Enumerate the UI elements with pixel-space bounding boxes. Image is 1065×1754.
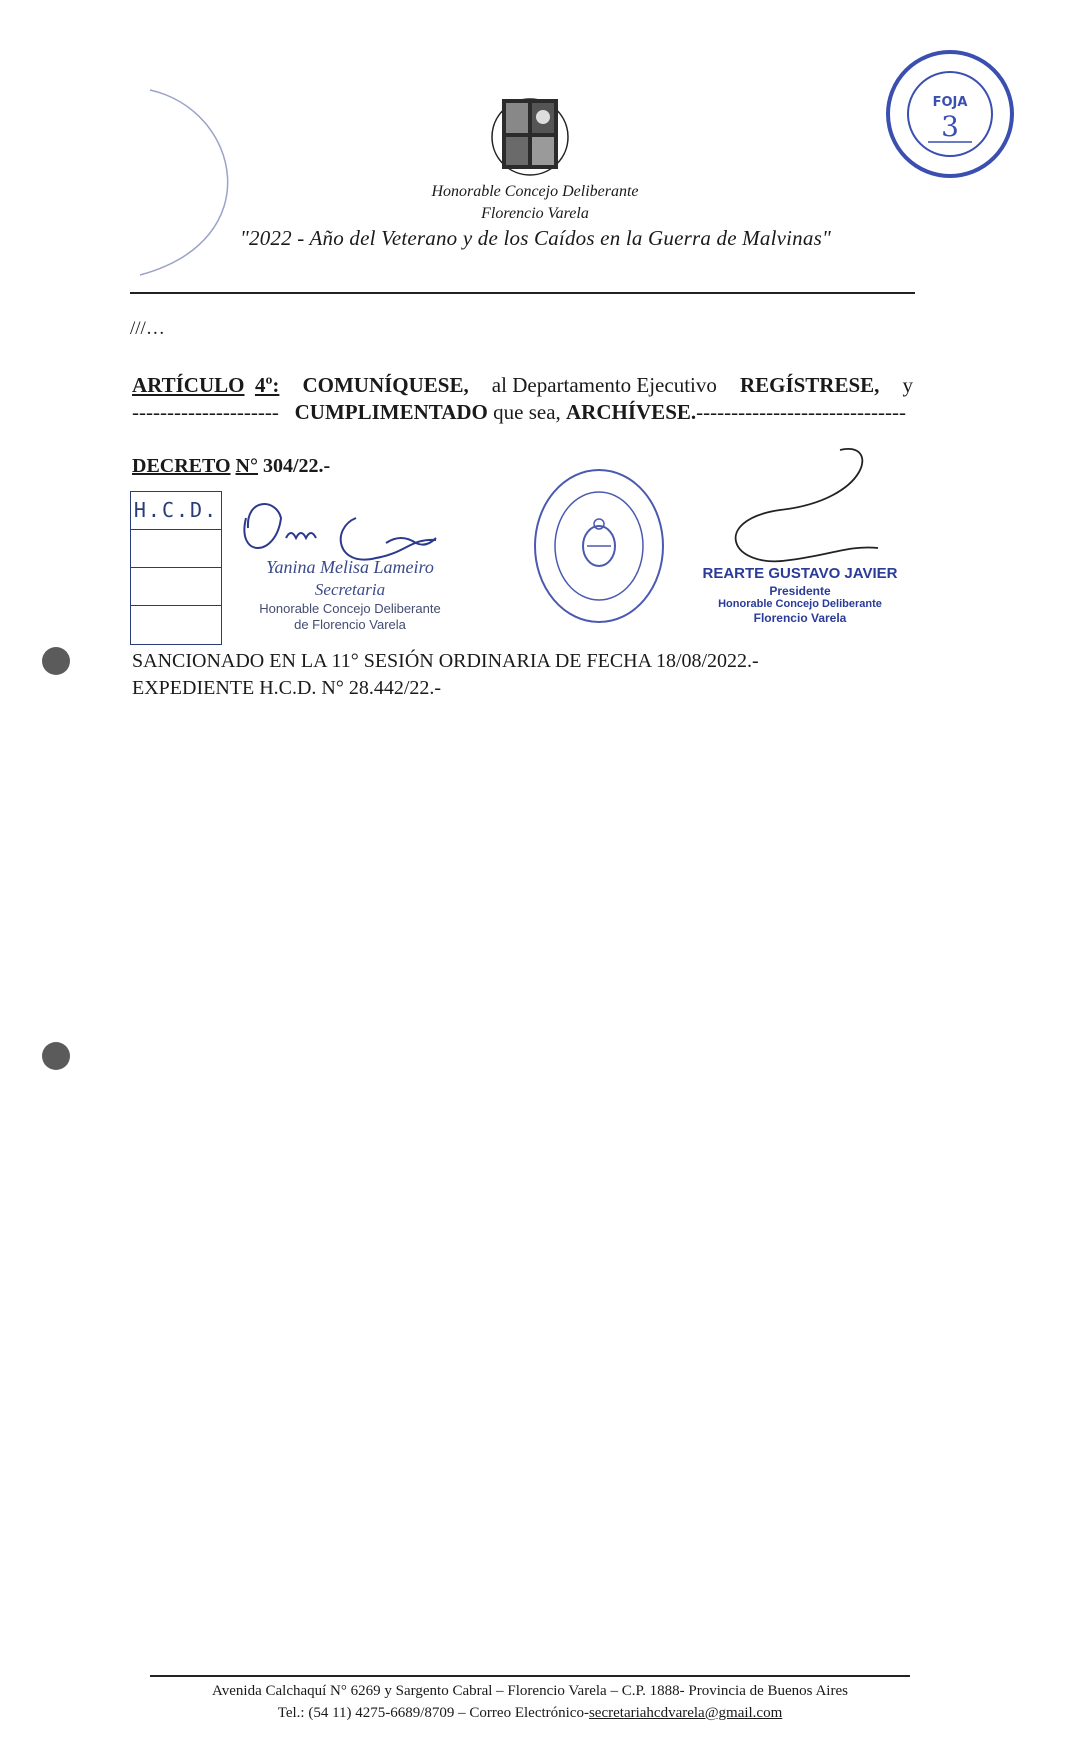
council-seal [532,466,666,626]
decree-value: 304/22.- [263,455,331,477]
article-text-1: al Departamento Ejecutivo [491,373,717,397]
secretary-name: Yanina Melisa Lameiro [266,557,434,577]
article-dashes-lead: --------------------- [132,400,279,424]
hcd-register-box [130,491,222,645]
secretary-org-line1: Honorable Concejo Deliberante [259,601,441,616]
footer-contact [150,1705,910,1722]
hcd-box-title: H.C.D. [131,492,221,530]
article-word-registrese: REGÍSTRESE, [739,373,880,397]
header-divider [130,292,915,294]
hcd-box-cell [131,530,221,568]
secretary-role: Secretaria [314,580,386,599]
folio-stamp [880,44,1020,184]
org-name: Honorable Concejo Deliberante [431,183,639,200]
footer-address: Avenida Calchaquí N° 6269 y Sargento Cabral – Florencio Varela – C.P. 1888- Provincia de Buenos Aires [212,1683,848,1699]
footer-phone: Tel.: (54 11) 4275-6689/8709 – Correo Electrónico- [277,1705,589,1721]
president-name: REARTE GUSTAVO JAVIER [702,565,898,582]
municipal-crest-logo [490,97,570,187]
decree-label: DECRETO [132,455,231,477]
article-word-archivese: ARCHÍVESE. [566,400,697,424]
article-line-1 [132,373,913,398]
folio-label: FOJA [932,95,968,110]
file-number-line: EXPEDIENTE H.C.D. N° 28.442/22.- [132,677,442,699]
article-word-comuniquese: COMUNÍQUESE, [302,373,469,397]
article-label: ARTÍCULO [132,373,245,397]
article-dashes-trail: ------------------------------ [696,400,906,424]
president-role: Presidente [769,584,831,598]
article-text-3: que sea, [493,400,561,424]
footer-email-link[interactable]: secretariahcdvarela@gmail.com [588,1705,783,1721]
continuation-mark: ///… [130,318,165,339]
decree-no: N° [235,455,258,477]
hcd-box-cell [131,606,221,643]
president-org-line1: Honorable Concejo Deliberante [718,598,882,610]
article-text-2: y [902,373,913,397]
sanction-date-line: SANCIONADO EN LA 11° SESIÓN ORDINARIA DE FECHA 18/08/2022.- [132,650,759,672]
year-motto: "2022 - Año del Veterano y de los Caídos en la Guerra de Malvinas" [240,226,831,250]
article-number: 4º: [254,373,280,397]
hcd-box-cell [131,568,221,606]
article-line-2 [132,400,913,425]
folio-number: 3 [941,110,959,143]
punch-hole [42,647,70,675]
article-word-cumplimentado: CUMPLIMENTADO [294,400,488,424]
president-org-line2: Florencio Varela [753,611,847,625]
footer-divider [150,1675,910,1677]
decree-number [132,455,330,478]
org-city: Florencio Varela [481,205,589,222]
secretary-org-line2: de Florencio Varela [294,617,406,632]
president-signature [720,440,880,570]
partial-stamp-arc [120,80,260,290]
punch-hole [42,1042,70,1070]
